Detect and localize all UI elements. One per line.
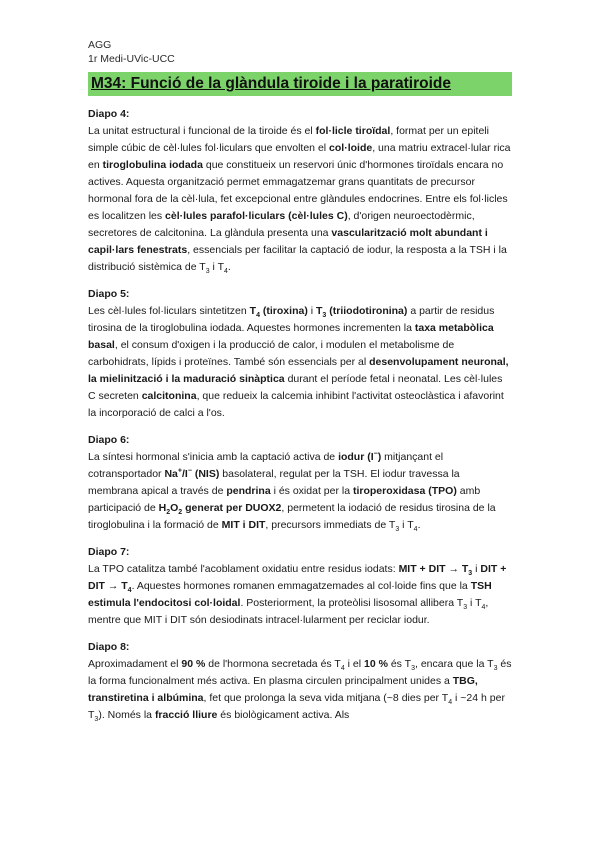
text-run: DIT + DIT → T — [88, 563, 507, 592]
section-body — [88, 303, 512, 422]
text-run: és biològicament activa. Als — [217, 709, 350, 721]
text-run: MIT + DIT → T — [398, 563, 469, 575]
text-run: La síntesi hormonal s'inicia amb la captació activa de — [88, 451, 339, 463]
text-run: TSH estimula l'endocitosi col·loidal — [88, 580, 492, 609]
text-run: , permetent la iodació de residus tirosina de la tiroglobulina i la formació de — [88, 502, 496, 531]
text-run: 4 — [481, 604, 486, 612]
text-run: 3 — [205, 268, 210, 276]
text-run: 3 — [411, 665, 415, 673]
text-run: T — [249, 305, 257, 317]
text-run: , essencials per facilitar la captació de iodur, la resposta a la TSH i la distribució sistèmica de T — [88, 244, 507, 273]
text-run: O — [170, 502, 179, 514]
text-run: 90 % — [181, 658, 206, 670]
text-run: Na — [164, 468, 178, 480]
text-run: durant el període fetal i neonatal. Les cèl·lules C secreten — [88, 373, 503, 402]
text-run: 4 — [413, 526, 418, 534]
text-run: 3 — [463, 604, 468, 612]
text-run: (triiodotironina) — [326, 305, 408, 317]
text-run: 3 — [94, 716, 99, 724]
text-run: taxa metabòlica basal — [88, 322, 494, 351]
text-run: a partir de residus tirosina de la tiroglobulina iodada. Aquestes hormones incrementen la — [88, 305, 495, 334]
section-body — [88, 449, 512, 534]
text-run: tiroperoxidasa (TPO) — [352, 485, 457, 497]
text-run: Aproximadament el — [88, 658, 182, 670]
text-run: 10 % — [363, 658, 388, 670]
section-diapo-7 — [88, 544, 512, 629]
text-run: , una matriu extracel·lular rica en — [88, 142, 511, 171]
text-run: ). Només la — [98, 709, 155, 721]
text-run: , encara que la T — [414, 658, 494, 670]
text-run: i ~24 h per T — [88, 692, 505, 721]
text-run: , el consum d'oxigen i la producció de calor, i modulen el metabolisme de carbohidrats, lípids i proteïnes. També són essencials per al — [88, 339, 455, 368]
section-heading: Diapo 5: — [88, 288, 130, 300]
text-run: ) — [377, 451, 382, 463]
text-run: calcitonina — [141, 390, 197, 402]
text-run: 3 — [468, 570, 473, 578]
section-diapo-5 — [88, 286, 512, 422]
text-run: que constitueix un reservori únic d'hormones tiroïdals encara no actives. Aquesta organització permet emmagatzemar grans quantitats de precursor hormonal fora de la cèl·lula, fet excepcional entre glàndules endocrines. Entre els fol·licles es localitzen les — [88, 159, 508, 222]
text-run: de l'hormona secretada és T — [205, 658, 341, 670]
text-run: , precursors immediats de T — [265, 519, 396, 531]
text-run: Les cèl·lules fol·liculars sintetitzen — [88, 305, 250, 317]
text-run: 4 — [224, 268, 228, 276]
text-run: desenvolupament neuronal, la mielinització i la maduració sinàptica — [88, 356, 509, 385]
text-run: vascularització molt abundant i capil·lars fenestrats — [88, 227, 488, 256]
text-run: (tiroxina) — [259, 305, 308, 317]
text-run: , format per un epiteli simple cúbic de cèl·lules fol·liculars que envolten el — [88, 125, 489, 154]
document-title: M34: Funció de la glàndula tiroide i la paratiroide — [88, 72, 512, 96]
text-run: TBG, transtiretina i albúmina — [88, 675, 478, 704]
text-run: 2 — [166, 509, 171, 517]
section-body — [88, 656, 512, 724]
text-run: generat per DUOX2 — [182, 502, 282, 514]
text-run: tiroglobulina iodada — [102, 159, 203, 171]
text-run: és la forma funcionalment més activa. En plasma circulen principalment unides a — [88, 658, 512, 687]
text-run: . — [227, 261, 231, 273]
text-run: pendrina — [226, 485, 271, 497]
text-run: /I — [182, 468, 188, 480]
section-body — [88, 561, 512, 629]
text-run: 4 — [448, 699, 453, 707]
text-run: T — [316, 305, 323, 317]
section-diapo-4 — [88, 106, 512, 276]
text-run: + — [177, 467, 182, 475]
text-run: col·loide — [329, 142, 373, 154]
text-run: . Posteriorment, la proteòlisi lisosomal allibera T — [240, 597, 464, 609]
text-run: , que redueix la calcemia inhibint l'activitat osteoclàstica i afavorint la incorporació de calci a l'os. — [88, 390, 504, 419]
text-run: H — [158, 502, 167, 514]
text-run: i T — [209, 261, 224, 273]
section-heading: Diapo 4: — [88, 108, 130, 120]
text-run: MIT i DIT — [221, 519, 266, 531]
text-run: , fet que prolonga la seva vida mitjana (~8 dies per T — [203, 692, 449, 704]
section-heading: Diapo 7: — [88, 546, 130, 558]
section-diapo-6 — [88, 432, 512, 534]
text-run: basolateral, regulat per la TSH. El iodur travessa la membrana apical a través de — [88, 468, 460, 497]
text-run: 4 — [340, 665, 345, 673]
text-run: fracció lliure — [154, 709, 218, 721]
text-run: i — [307, 305, 316, 317]
text-run: cèl·lules parafol·liculars (cèl·lules C) — [165, 210, 348, 222]
text-run: − — [373, 450, 378, 458]
text-run: La unitat estructural i funcional de la tiroide és el — [88, 125, 316, 137]
text-run: . Aquestes hormones romanen emmagatzemades al col·loide fins que la — [131, 580, 471, 592]
text-run: amb participació de — [88, 485, 481, 514]
text-run: 4 — [256, 312, 260, 320]
text-run: i el — [344, 658, 364, 670]
text-run: (NIS) — [191, 468, 220, 480]
text-run: iodur (I — [338, 451, 374, 463]
text-run: 3 — [493, 665, 498, 673]
section-diapo-8 — [88, 639, 512, 724]
course-line: 1r Medi-UVic-UCC — [88, 53, 175, 65]
section-heading: Diapo 6: — [88, 434, 130, 446]
text-run: 3 — [322, 312, 327, 320]
author-line: AGG — [88, 39, 112, 51]
text-run: 4 — [127, 587, 132, 595]
text-run: mitjançant el cotransportador — [88, 451, 444, 480]
text-run: La TPO catalitza també l'acoblament oxidatiu entre residus iodats: — [88, 563, 399, 575]
section-heading: Diapo 8: — [88, 641, 130, 653]
text-run: és T — [387, 658, 412, 670]
text-run: 3 — [395, 526, 400, 534]
text-run: − — [187, 467, 192, 475]
text-run: i — [472, 563, 481, 575]
text-run: 2 — [178, 509, 183, 517]
text-run: i T — [467, 597, 482, 609]
text-run: i és oxidat per la — [270, 485, 353, 497]
section-body — [88, 123, 512, 276]
text-run: . — [417, 519, 421, 531]
text-run: , mentre que MIT i DIT són desiodinats intracel·lularment per reciclar iodur. — [88, 597, 489, 626]
text-run: i T — [399, 519, 414, 531]
text-run: , d'origen neuroectodèrmic, secretores de calcitonina. La glàndula presenta una — [88, 210, 475, 239]
text-run: fol·licle tiroïdal — [315, 125, 391, 137]
